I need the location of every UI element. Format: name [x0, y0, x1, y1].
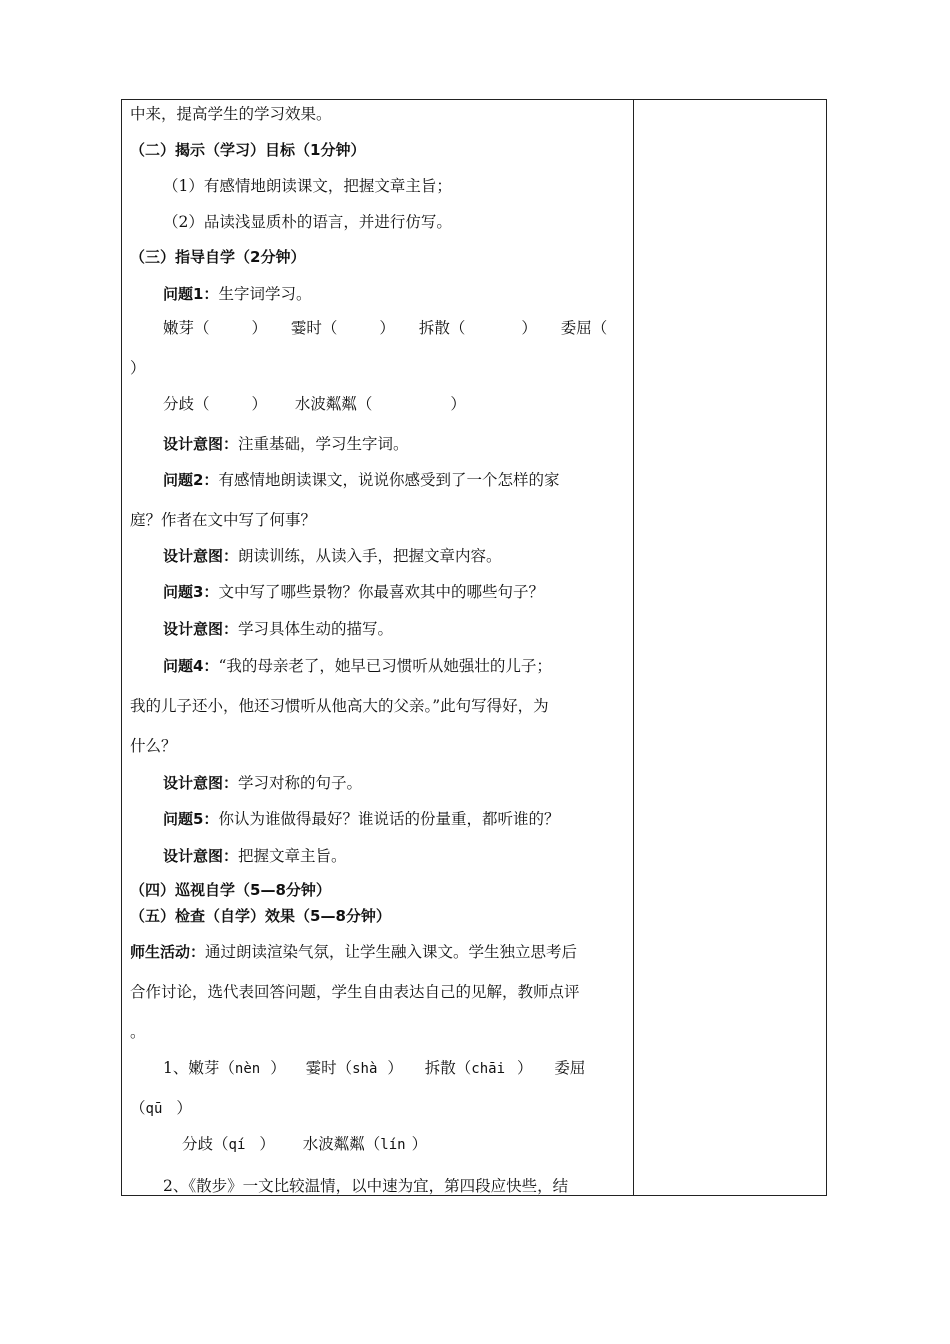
answers-row-1: 1、嫩芽（nèn ） 霎时（shà ） 拆散（chāi ） 委屈	[163, 1059, 586, 1077]
answers-row-2: 分歧（qí ） 水波粼粼（lín ）	[182, 1135, 428, 1153]
goal-1: （1）有感情地朗读课文，把握文章主旨；	[163, 177, 452, 195]
vocab-word: 拆散（	[418, 319, 466, 337]
question-3: 问题3：文中写了哪些景物？你最喜欢其中的哪些句子？	[163, 583, 544, 601]
table-column-divider	[633, 99, 634, 1196]
activity-line-1: 师生活动：通过朗读渲染气氛，让学生融入课文。学生独立思考后	[130, 943, 578, 961]
vocab-word: 委屈（	[560, 319, 608, 337]
question-5: 问题5：你认为谁做得最好？谁说话的份量重，都听谁的？	[163, 810, 560, 828]
vocab-word: 霎时（	[290, 319, 338, 337]
goals-heading: （二）揭示（学习）目标（1分钟）	[130, 141, 366, 159]
design-intent-2: 设计意图：朗读训练，从读入手，把握文章内容。	[163, 547, 502, 565]
question-4: 问题4：“我的母亲老了，她早已习惯听从她强壮的儿子；	[163, 657, 552, 675]
vocab-row-2: 分歧（ ） 水波粼粼（ ）	[163, 395, 466, 413]
design-intent-1: 设计意图：注重基础，学习生字词。	[163, 435, 409, 453]
activity-line-3: 。	[130, 1023, 146, 1041]
vocab-row-1-wrap: ）	[130, 359, 146, 377]
design-intent-5: 设计意图：把握文章主旨。	[163, 847, 347, 865]
tour-heading: （四）巡视自学（5—8分钟）	[130, 881, 331, 899]
question-2-wrap: 庭？作者在文中写了何事？	[130, 511, 317, 529]
question-2: 问题2：有感情地朗读课文，说说你感受到了一个怎样的家	[163, 471, 560, 489]
vocab-row-1: 嫩芽（ ） 霎时（ ） 拆散（ ） 委屈（	[163, 319, 608, 337]
vocab-word: 分歧（	[163, 395, 210, 413]
question-4-wrap-2: 什么？	[130, 737, 177, 755]
activity-line-2: 合作讨论，选代表回答问题，学生自由表达自己的见解，教师点评	[130, 983, 580, 1001]
goal-2: （2）品读浅显质朴的语言，并进行仿写。	[163, 213, 452, 231]
question-text: 生字词学习。	[218, 285, 312, 303]
question-1	[163, 284, 311, 304]
check-heading: （五）检查（自学）效果（5—8分钟）	[130, 907, 391, 925]
answers-row-1-wrap: （qū ）	[130, 1099, 192, 1117]
vocab-word: 水波粼粼（	[294, 395, 373, 413]
question-label: 问题1：	[163, 285, 219, 303]
guide-heading: （三）指导自学（2分钟）	[130, 248, 306, 266]
design-intent-4: 设计意图：学习对称的句子。	[163, 774, 363, 792]
design-intent-3: 设计意图：学习具体生动的描写。	[163, 620, 394, 638]
question-4-wrap-1: 我的儿子还小，他还习惯听从他高大的父亲。”此句写得好，为	[130, 697, 549, 715]
intro-tail-text: 中来，提高学生的学习效果。	[130, 105, 332, 123]
vocab-word: 嫩芽（	[163, 319, 210, 337]
answer-2-text: 2、《散步》一文比较温情，以中速为宜，第四段应快些，结	[163, 1177, 569, 1195]
